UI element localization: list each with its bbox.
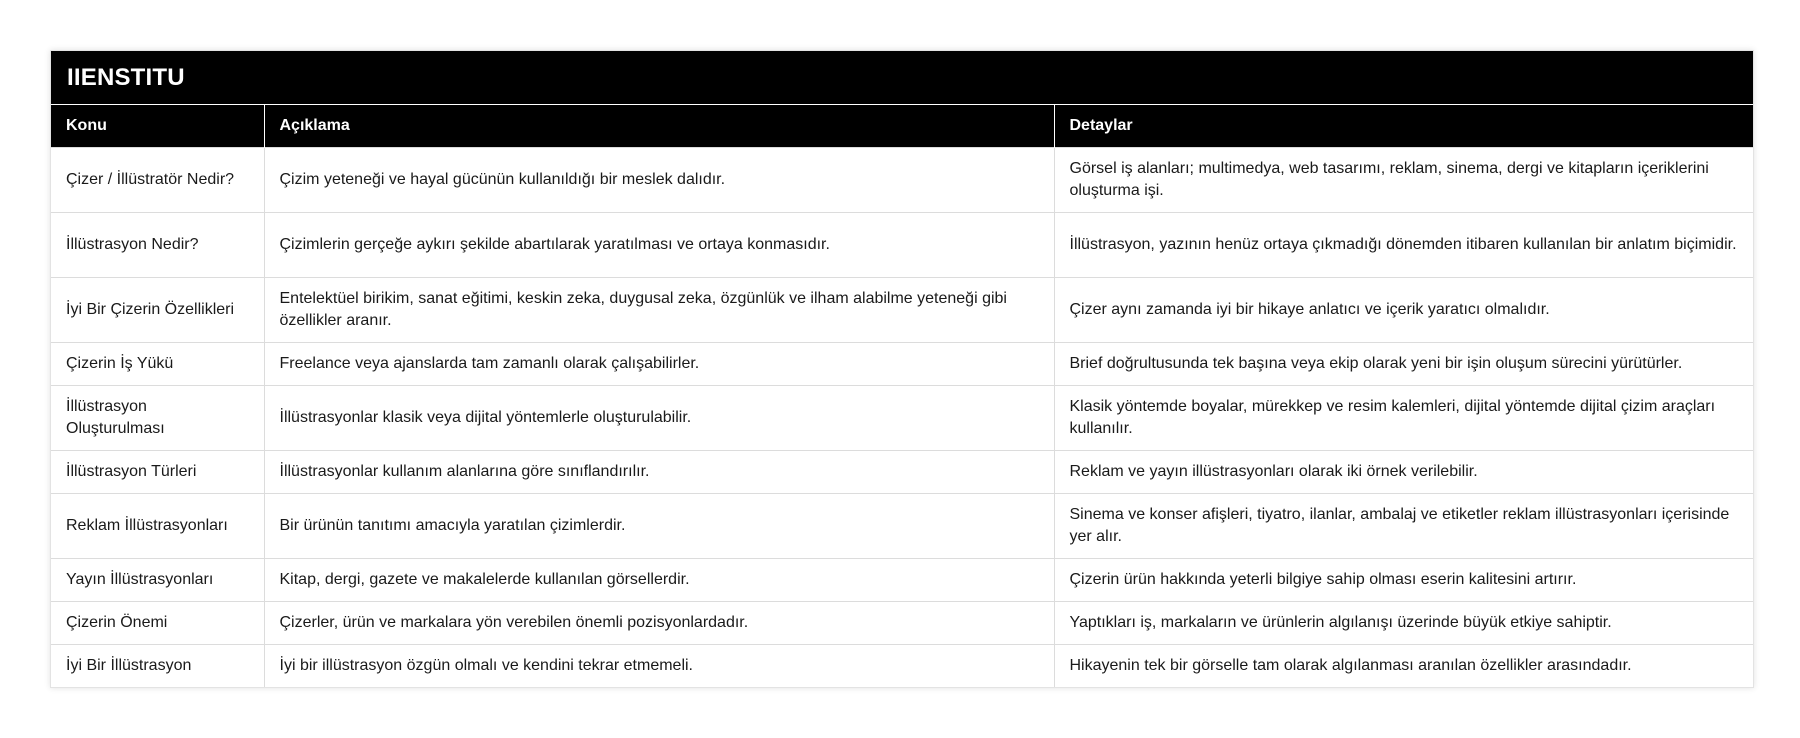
cell-description: Entelektüel birikim, sanat eğitimi, keskin zeka, duygusal zeka, özgünlük ve ilham alabilme yeteneği gibi özellikler aranır. <box>264 278 1054 343</box>
table-brand-title: IIENSTITU <box>51 51 1753 105</box>
cell-description: Kitap, dergi, gazete ve makalelerde kullanılan görsellerdir. <box>264 559 1054 602</box>
table-row <box>51 278 1753 343</box>
cell-topic: İyi Bir Çizerin Özellikleri <box>51 278 264 343</box>
cell-topic: Çizerin İş Yükü <box>51 343 264 386</box>
cell-details: Klasik yöntemde boyalar, mürekkep ve resim kalemleri, dijital yöntemde dijital çizim araçları kullanılır. <box>1054 386 1753 451</box>
cell-details: Çizerin ürün hakkında yeterli bilgiye sahip olması eserin kalitesini artırır. <box>1054 559 1753 602</box>
table-header-row <box>51 105 1753 148</box>
table-row <box>51 559 1753 602</box>
cell-details: Görsel iş alanları; multimedya, web tasarımı, reklam, sinema, dergi ve kitapların içeriklerini oluşturma işi. <box>1054 148 1753 213</box>
info-table <box>51 105 1753 687</box>
cell-details: Yaptıkları iş, markaların ve ürünlerin algılanışı üzerinde büyük etkiye sahiptir. <box>1054 602 1753 645</box>
cell-details: Sinema ve konser afişleri, tiyatro, ilanlar, ambalaj ve etiketler reklam illüstrasyonları içerisinde yer alır. <box>1054 494 1753 559</box>
cell-description: Çizimlerin gerçeğe aykırı şekilde abartılarak yaratılması ve ortaya konmasıdır. <box>264 213 1054 278</box>
cell-topic: İllüstrasyon Oluşturulması <box>51 386 264 451</box>
cell-details: İllüstrasyon, yazının henüz ortaya çıkmadığı dönemden itibaren kullanılan bir anlatım biçimidir. <box>1054 213 1753 278</box>
table-row <box>51 213 1753 278</box>
cell-details: Çizer aynı zamanda iyi bir hikaye anlatıcı ve içerik yaratıcı olmalıdır. <box>1054 278 1753 343</box>
cell-description: Bir ürünün tanıtımı amacıyla yaratılan çizimlerdir. <box>264 494 1054 559</box>
cell-description: Çizim yeteneği ve hayal gücünün kullanıldığı bir meslek dalıdır. <box>264 148 1054 213</box>
cell-details: Hikayenin tek bir görselle tam olarak algılanması aranılan özellikler arasındadır. <box>1054 645 1753 688</box>
cell-details: Reklam ve yayın illüstrasyonları olarak iki örnek verilebilir. <box>1054 451 1753 494</box>
cell-description: İllüstrasyonlar kullanım alanlarına göre sınıflandırılır. <box>264 451 1054 494</box>
cell-details: Brief doğrultusunda tek başına veya ekip olarak yeni bir işin oluşum sürecini yürütürler. <box>1054 343 1753 386</box>
cell-topic: İyi Bir İllüstrasyon <box>51 645 264 688</box>
cell-topic: Çizer / İllüstratör Nedir? <box>51 148 264 213</box>
table-row <box>51 602 1753 645</box>
table-row <box>51 343 1753 386</box>
table-row <box>51 386 1753 451</box>
column-header-description: Açıklama <box>264 105 1054 148</box>
cell-description: İllüstrasyonlar klasik veya dijital yöntemlerle oluşturulabilir. <box>264 386 1054 451</box>
cell-topic: Çizerin Önemi <box>51 602 264 645</box>
cell-topic: Reklam İllüstrasyonları <box>51 494 264 559</box>
cell-topic: Yayın İllüstrasyonları <box>51 559 264 602</box>
column-header-topic: Konu <box>51 105 264 148</box>
table-row <box>51 451 1753 494</box>
cell-description: İyi bir illüstrasyon özgün olmalı ve kendini tekrar etmemeli. <box>264 645 1054 688</box>
cell-description: Çizerler, ürün ve markalara yön verebilen önemli pozisyonlardadır. <box>264 602 1054 645</box>
cell-description: Freelance veya ajanslarda tam zamanlı olarak çalışabilirler. <box>264 343 1054 386</box>
content-table-card <box>50 50 1754 688</box>
cell-topic: İllüstrasyon Türleri <box>51 451 264 494</box>
column-header-details: Detaylar <box>1054 105 1753 148</box>
table-row <box>51 645 1753 688</box>
cell-topic: İllüstrasyon Nedir? <box>51 213 264 278</box>
table-row <box>51 148 1753 213</box>
table-row <box>51 494 1753 559</box>
